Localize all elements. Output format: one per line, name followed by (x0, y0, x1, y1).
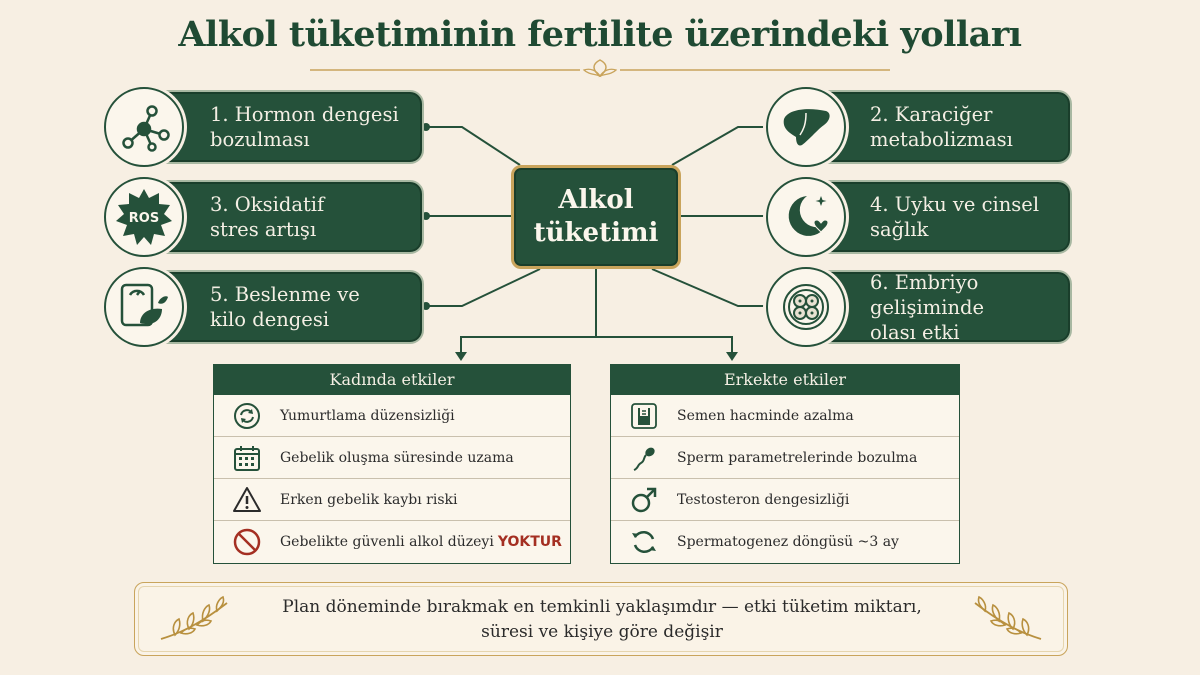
men-item-1: Semen hacminde azalma (677, 407, 854, 424)
list-item (214, 479, 570, 521)
node-4-line1: 4. Uyku ve cinsel (870, 193, 1040, 216)
warning-icon (230, 483, 264, 517)
center-alcohol-consumption (511, 165, 681, 269)
ros-badge-icon (104, 177, 184, 257)
node-4-line2: sağlık (870, 218, 929, 241)
calendar-icon (230, 441, 264, 475)
women-item-3: Erken gebelik kaybı riski (280, 491, 458, 508)
list-item (611, 479, 959, 521)
node-1-line1: 1. Hormon dengesi (210, 103, 399, 126)
page-title: Alkol tüketiminin fertilite üzerindeki yolları (178, 14, 1022, 55)
emphasis-yoktur: YOKTUR (497, 534, 562, 550)
center-line2: tüketimi (533, 218, 659, 248)
prohibited-icon (230, 525, 264, 559)
node-5-line1: 5. Beslenme ve (210, 283, 360, 306)
liver-icon (766, 87, 846, 167)
center-line1: Alkol (558, 185, 634, 215)
sperm-icon (627, 441, 661, 475)
footer-note (134, 582, 1068, 656)
node-nutrition-weight (146, 270, 424, 344)
male-symbol-icon (627, 483, 661, 517)
men-item-2: Sperm parametrelerinde bozulma (677, 449, 918, 466)
list-item (214, 521, 570, 563)
men-effects-panel (610, 364, 960, 564)
list-item (611, 395, 959, 437)
node-3-line1: 3. Oksidatif (210, 193, 325, 216)
refresh-icon (627, 525, 661, 559)
women-item-4: Gebelikte güvenli alkol düzeyi (280, 534, 494, 550)
node-5-line2: kilo dengesi (210, 308, 330, 331)
node-6-line1: 6. Embriyo gelişiminde (870, 270, 985, 319)
left-sprig-icon (155, 593, 235, 647)
node-oxidative-stress (146, 180, 424, 254)
list-item (214, 437, 570, 479)
embryo-icon (766, 267, 846, 347)
cycle-icon (230, 399, 264, 433)
scale-nutrition-icon (104, 267, 184, 347)
women-effects-panel (213, 364, 571, 564)
title-divider (310, 58, 890, 82)
moon-heart-icon (766, 177, 846, 257)
men-item-3: Testosteron dengesizliği (677, 491, 850, 508)
beaker-icon (627, 399, 661, 433)
molecule-icon (104, 87, 184, 167)
men-item-4: Spermatogenez döngüsü ~3 ay (677, 534, 899, 550)
men-panel-header: Erkekte etkiler (611, 365, 959, 395)
list-item (611, 521, 959, 563)
women-item-1: Yumurtlama düzensizliği (280, 407, 455, 424)
node-6-line2: olası etki (870, 320, 960, 344)
node-2-line2: metabolizması (870, 128, 1013, 151)
list-item (611, 437, 959, 479)
node-3-line2: stres artışı (210, 218, 317, 241)
women-panel-header: Kadında etkiler (214, 365, 570, 395)
ros-badge-label: ROS (128, 211, 160, 226)
right-sprig-icon (967, 593, 1047, 647)
node-hormone-balance (146, 90, 424, 164)
footer-line2: süresi ve kişiye göre değişir (481, 622, 723, 642)
list-item (214, 395, 570, 437)
women-item-2: Gebelik oluşma süresinde uzama (280, 449, 514, 466)
node-2-line1: 2. Karaciğer (870, 103, 993, 126)
node-1-line2: bozulması (210, 128, 310, 151)
footer-line1: Plan döneminde bırakmak en temkinli yaklaşımdır — etki tüketim miktarı, (282, 597, 922, 617)
